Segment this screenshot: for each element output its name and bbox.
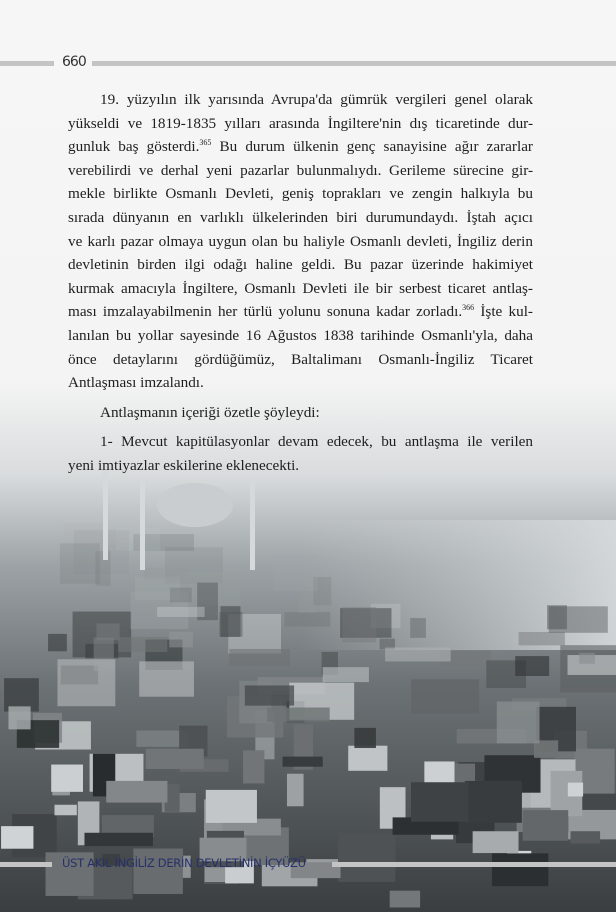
photo-building <box>118 637 167 652</box>
text-span: gunluk baş gösterdi. <box>68 138 200 156</box>
photo-building <box>492 853 548 886</box>
photo-building <box>8 706 30 729</box>
text-line: Antlaşmanın içeriği özetle şöyleydi: <box>100 403 320 421</box>
photo-building <box>465 781 522 823</box>
photo-building <box>342 607 376 642</box>
photo-building <box>348 746 387 771</box>
photo-building <box>547 605 567 629</box>
photo-building <box>411 782 468 821</box>
text-line <box>68 300 533 324</box>
text-line: kurmak amacıyla İngiltere, Osmanlı Devleti ile bir serbest ticaret antlaş- <box>68 279 533 297</box>
photo-building <box>84 833 152 846</box>
photo-building <box>106 781 167 803</box>
photo-building <box>51 765 83 792</box>
photo-building <box>273 554 317 591</box>
photo-building <box>354 728 376 748</box>
header-rule-left <box>0 61 54 66</box>
photo-building <box>284 612 330 627</box>
photo-building <box>267 708 330 722</box>
photo-minaret <box>140 480 145 570</box>
page-number: 660 <box>62 54 86 70</box>
text-line: Antlaşması imzalandı. <box>68 374 204 392</box>
photo-building <box>390 891 420 908</box>
footnote-ref: 366 <box>462 303 475 313</box>
photo-building <box>57 659 115 706</box>
text-line: lanılan bu yollar sayesinde 16 Ağustos 1838 tarihinde Osmanlı'yla, daha <box>68 326 533 344</box>
photo-building <box>229 649 290 666</box>
photo-building <box>298 587 315 613</box>
text-line: önce detaylarını gördüğümüz, Baltalimanı Osmanlı-İngiliz Ticaret <box>68 350 533 368</box>
photo-building <box>411 679 479 713</box>
text-line: mekle birlikte Osmanlı Devleti, geniş toprakları ve zengin halkıyla bu <box>68 185 533 203</box>
text-line: verebilirdi ve derhal yeni pazarlar bulunmalıydı. Gerileme sürecine gir- <box>68 161 533 179</box>
photo-building <box>283 757 323 767</box>
text-line: yeni imtiyazlar eskilerine eklenecekti. <box>68 456 300 474</box>
photo-building <box>410 618 426 638</box>
photo-building <box>169 632 193 648</box>
running-title: ÜST AKIL İNGİLİZ DERİN DEVLETİNİN İÇYÜZÜ <box>62 856 306 870</box>
photo-mosque-dome <box>157 483 233 527</box>
photo-building <box>146 749 204 769</box>
photo-building <box>144 567 186 580</box>
photo-building <box>1 826 33 849</box>
photo-building <box>206 790 257 823</box>
text-line: sırada dünyanın en varlıklı ülkelerinden biri durumundaydı. İştah açıcı <box>68 208 533 226</box>
photo-minaret <box>250 480 255 570</box>
photo-building <box>245 685 294 705</box>
text-span: ması imzalayabilmenin her türlü yolunu sonuna kadar zorladı. <box>68 303 463 321</box>
photo-building <box>287 774 304 807</box>
text-line: 19. yüzyılın ilk yarısında Avrupa'da gümrük vergileri genel olarak <box>100 91 533 108</box>
photo-building <box>519 632 565 645</box>
photo-building <box>219 612 242 636</box>
paragraph <box>68 430 533 477</box>
photo-building <box>157 607 205 617</box>
photo-building <box>139 661 194 696</box>
photo-building <box>385 648 451 662</box>
paragraph <box>68 88 533 395</box>
photo-building <box>523 810 568 841</box>
photo-building <box>579 653 595 664</box>
paragraph <box>68 401 533 425</box>
photo-building <box>243 750 264 783</box>
text-line <box>68 135 533 159</box>
header-rule-right <box>92 61 616 66</box>
footer-rule-right <box>332 862 616 867</box>
photo-building <box>170 588 192 603</box>
photo-building <box>323 667 369 682</box>
footnote-ref: 365 <box>199 138 212 148</box>
text-span: Bu durum ülkenin genç sanayisine ağır zararlar <box>211 138 533 156</box>
photo-building <box>60 543 100 583</box>
text-span: İşte kul- <box>474 303 533 321</box>
photo-minaret <box>103 470 108 560</box>
text-line: ve karlı pazar olmaya uygun olan bu haliyle Osmanlı devleti, İngiliz derin <box>68 232 533 250</box>
text-line: devletinin birden ilgi odağı haline geldi. Bu pazar üzerinde hakimiyet <box>68 256 533 274</box>
photo-building <box>54 805 76 816</box>
text-line: yükseldi ve 1819-1835 yılları arasında İngiltere'nin dış ticaretinde dur- <box>68 114 533 132</box>
body-text <box>68 88 533 478</box>
text-line: 1- Mevcut kapitülasyonlar devam edecek, bu antlaşma ile verilen <box>100 433 533 451</box>
photo-building <box>338 833 395 882</box>
photo-building <box>571 831 601 843</box>
photo-building <box>48 634 67 651</box>
photo-building <box>497 701 540 743</box>
photo-building <box>568 783 583 797</box>
footer-rule-left <box>0 862 52 867</box>
photo-building <box>473 831 519 853</box>
photo-building <box>515 656 549 676</box>
